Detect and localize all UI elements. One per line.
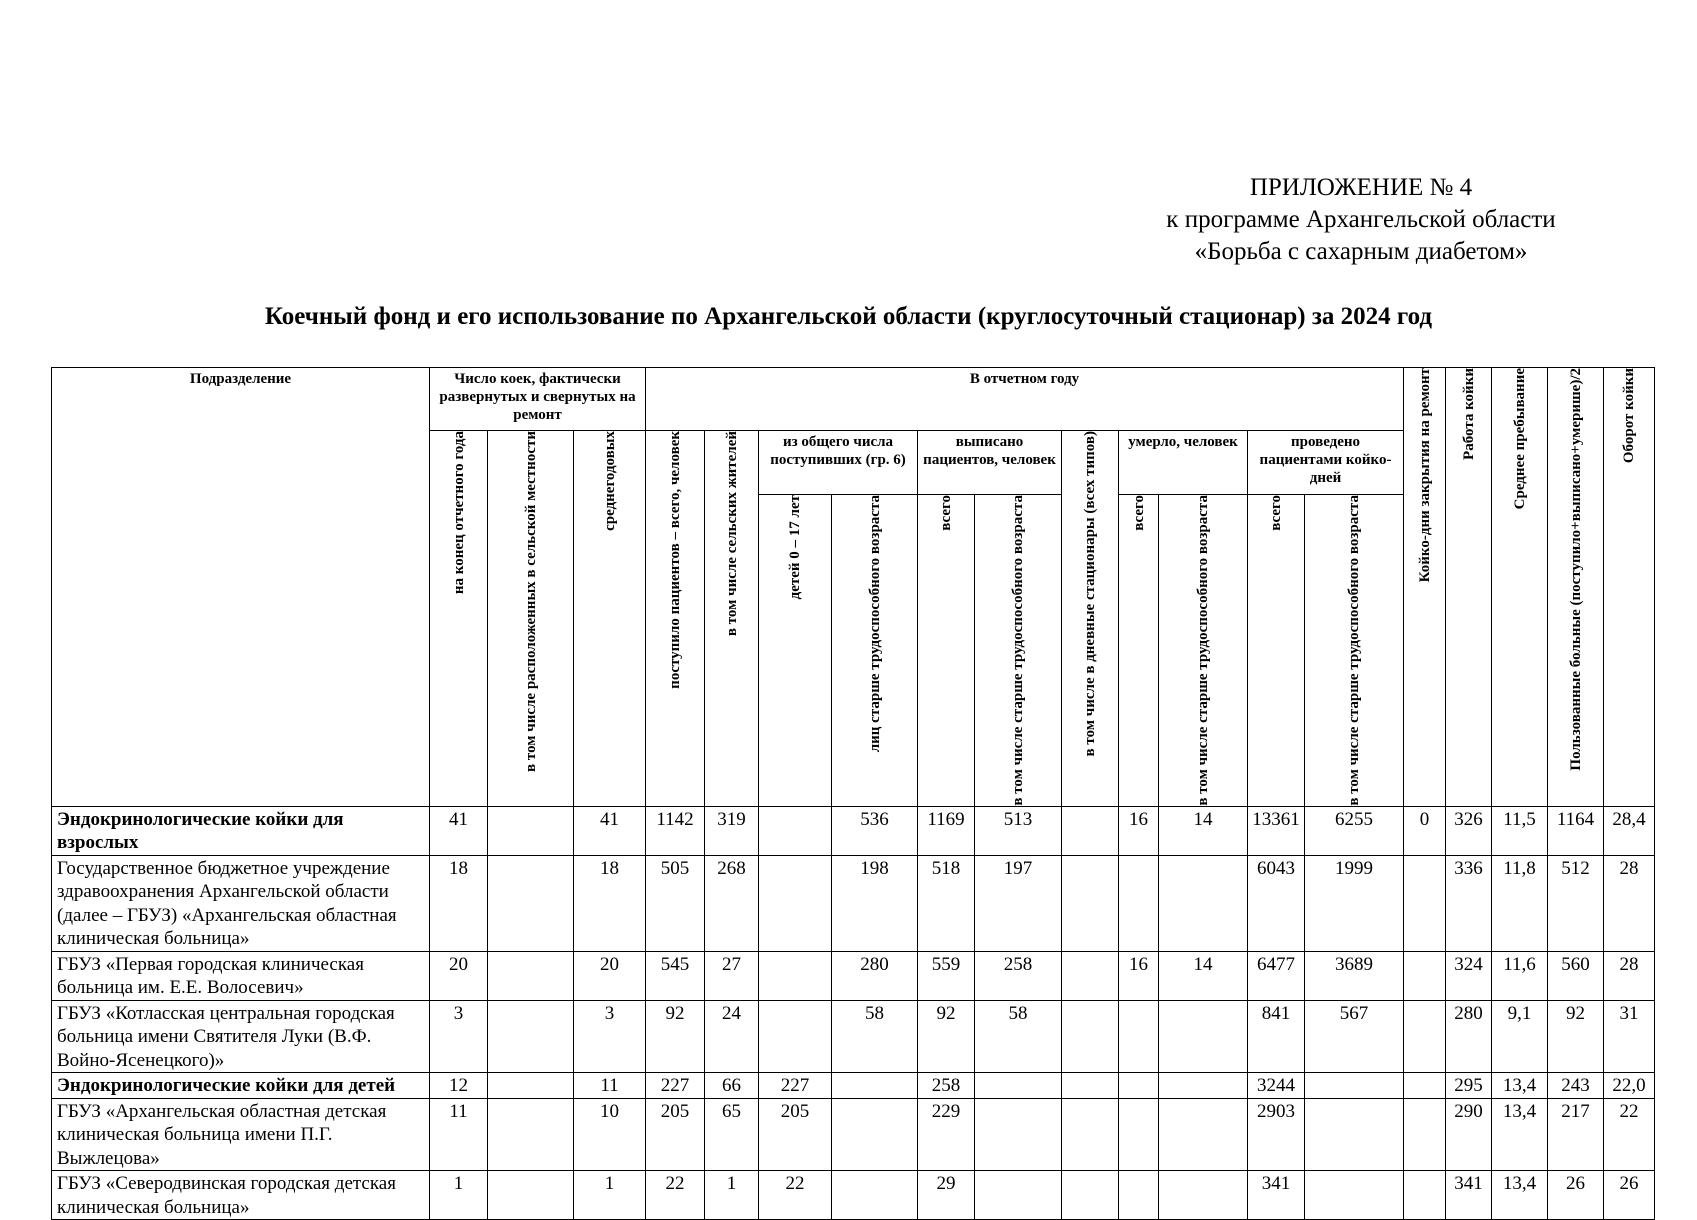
table-cell [975,1098,1062,1171]
row-division-name: ГБУЗ «Котласская центральная городская больница имени Святителя Луки (В.Ф. Войно-Ясенецкого)» [52,1000,430,1073]
table-cell: 268 [705,855,759,951]
table-cell: 197 [975,855,1062,951]
table-cell [1305,1073,1404,1099]
table-cell: 536 [832,806,918,855]
header-discharged-elderly: в том числе старше трудоспособного возраста [975,495,1062,807]
table-cell: 319 [705,806,759,855]
header-beddays-total: всего [1248,495,1305,807]
header-beds-group: Число коек, фактически развернутых и свернутых на ремонт [430,368,646,431]
header-repair-days: Койко-дни закрытия на ремонт [1404,368,1446,807]
table-cell [759,806,832,855]
bed-fund-table [51,367,1655,1220]
table-cell: 1999 [1305,855,1404,951]
header-of-admitted-group: из общего числа поступивших (гр. 6) [759,431,918,495]
table-cell: 13,4 [1492,1073,1548,1099]
table-cell [1062,806,1119,855]
row-division-name: ГБУЗ «Первая городская клиническая больница им. Е.Е. Волосевич» [52,951,430,1000]
table-row [52,1171,1655,1220]
row-division-name: Эндокринологические койки для взрослых [52,806,430,855]
table-cell: 3 [574,1000,646,1073]
table-cell [1062,951,1119,1000]
table-cell [1159,1171,1248,1220]
table-cell: 243 [1548,1073,1604,1099]
table-cell: 11,8 [1492,855,1548,951]
header-beds-end-year: на конец отчетного года [430,431,488,807]
header-bed-work: Работа койки [1446,368,1492,807]
header-elderly: лиц старше трудоспособного возраста [832,495,918,807]
table-cell: 28 [1604,951,1655,1000]
table-cell: 1142 [646,806,705,855]
header-day-hospital: в том числе в дневные стационары (всех типов) [1062,431,1119,807]
appendix-number: ПРИЛОЖЕНИЕ № 4 [1249,174,1473,201]
table-cell: 217 [1548,1098,1604,1171]
table-cell [759,951,832,1000]
table-row-total [52,806,1655,855]
row-division-name: ГБУЗ «Северодвинская городская детская клиническая больница» [52,1171,430,1220]
table-cell [1159,855,1248,951]
table-cell: 3 [430,1000,488,1073]
table-cell [1305,1171,1404,1220]
table-cell: 1 [574,1171,646,1220]
table-row [52,855,1655,951]
table-cell: 9,1 [1492,1000,1548,1073]
table-cell [832,1171,918,1220]
table-cell: 205 [759,1098,832,1171]
table-cell [1404,951,1446,1000]
table-cell: 92 [1548,1000,1604,1073]
table-cell: 0 [1404,806,1446,855]
header-died-group: умерло, человек [1119,431,1248,495]
table-cell: 6255 [1305,806,1404,855]
header-discharged-total: всего [918,495,975,807]
table-cell: 567 [1305,1000,1404,1073]
table-cell: 512 [1548,855,1604,951]
table-cell [1305,1098,1404,1171]
table-cell: 92 [918,1000,975,1073]
table-cell: 280 [1446,1000,1492,1073]
header-beds-avg: среднегодовых [574,431,646,807]
table-cell: 280 [832,951,918,1000]
table-cell: 22,0 [1604,1073,1655,1099]
row-division-name: Государственное бюджетное учреждение здравоохранения Архангельской области (далее – ГБУЗ) «Архангельская областная клиническая больница» [52,855,430,951]
table-cell: 1 [430,1171,488,1220]
table-cell: 326 [1446,806,1492,855]
table-cell [488,951,574,1000]
table-cell: 92 [646,1000,705,1073]
table-cell [1404,1171,1446,1220]
table-cell: 324 [1446,951,1492,1000]
table-cell [1062,855,1119,951]
table-cell: 513 [975,806,1062,855]
table-cell [1404,1073,1446,1099]
header-discharged-group: выписано пациентов, человек [918,431,1062,495]
table-cell: 545 [646,951,705,1000]
table-cell: 560 [1548,951,1604,1000]
table-cell [488,1098,574,1171]
table-cell: 26 [1604,1171,1655,1220]
header-treated: Пользованные больные (поступило+выписано+умерише)/2 [1548,368,1604,807]
table-cell [832,1098,918,1171]
header-beds-rural: в том числе расположенных в сельской местности [488,431,574,807]
table-cell [1062,1098,1119,1171]
table-cell: 31 [1604,1000,1655,1073]
table-cell: 29 [918,1171,975,1220]
table-cell [1404,1000,1446,1073]
table-cell: 22 [1604,1098,1655,1171]
table-cell: 336 [1446,855,1492,951]
table-cell: 258 [918,1073,975,1099]
header-died-elderly: в том числе старше трудоспособного возраста [1159,495,1248,807]
table-cell [1119,1073,1159,1099]
table-cell: 227 [759,1073,832,1099]
table-cell: 6043 [1248,855,1305,951]
table-cell [488,1000,574,1073]
table-cell [1159,1073,1248,1099]
table-cell: 11 [430,1098,488,1171]
table-cell: 65 [705,1098,759,1171]
table-cell: 16 [1119,806,1159,855]
table-cell: 559 [918,951,975,1000]
table-cell: 12 [430,1073,488,1099]
header-died-total: всего [1119,495,1159,807]
table-cell: 18 [430,855,488,951]
table-cell: 290 [1446,1098,1492,1171]
table-cell [488,855,574,951]
table-cell: 518 [918,855,975,951]
header-turnover: Оборот койки [1604,368,1655,807]
table-cell: 24 [705,1000,759,1073]
table-cell: 3689 [1305,951,1404,1000]
header-admitted-rural: в том числе сельских жителей [705,431,759,807]
table-cell [1404,855,1446,951]
table-cell: 295 [1446,1073,1492,1099]
table-cell: 1169 [918,806,975,855]
table-cell [832,1073,918,1099]
table-cell: 58 [832,1000,918,1073]
table-row [52,1000,1655,1073]
header-beddays-elderly: в том числе старше трудоспособного возраста [1305,495,1404,807]
table-cell: 20 [574,951,646,1000]
table-cell: 11,6 [1492,951,1548,1000]
table-cell: 13,4 [1492,1098,1548,1171]
table-cell: 27 [705,951,759,1000]
table-row [52,1098,1655,1171]
table-cell [975,1171,1062,1220]
table-cell: 841 [1248,1000,1305,1073]
appendix-program: к программе Архангельской области [1166,206,1556,233]
table-cell: 22 [646,1171,705,1220]
header-beddays-group: проведено пациентами койко-дней [1248,431,1404,495]
header-children: детей 0 – 17 лет [759,495,832,807]
header-division: Подразделение [52,368,430,807]
table-row-total [52,1073,1655,1099]
table-cell: 20 [430,951,488,1000]
table-cell [1062,1073,1119,1099]
table-cell: 229 [918,1098,975,1171]
document-title: Коечный фонд и его использование по Архангельской области (круглосуточный стационар) за 2024 год [264,303,1433,330]
table-cell: 66 [705,1073,759,1099]
table-cell: 13361 [1248,806,1305,855]
table-cell [759,1000,832,1073]
header-admitted-total: поступило пациентов – всего, человек [646,431,705,807]
table-cell [1062,1171,1119,1220]
table-cell: 13,4 [1492,1171,1548,1220]
table-cell: 28 [1604,855,1655,951]
table-cell: 227 [646,1073,705,1099]
table-cell [1159,1098,1248,1171]
table-cell: 341 [1446,1171,1492,1220]
table-cell [1062,1000,1119,1073]
table-cell [1119,1000,1159,1073]
row-division-name: Эндокринологические койки для детей [52,1073,430,1099]
table-cell: 14 [1159,806,1248,855]
table-cell: 198 [832,855,918,951]
table-cell: 6477 [1248,951,1305,1000]
table-cell: 1 [705,1171,759,1220]
table-cell [975,1073,1062,1099]
table-cell: 16 [1119,951,1159,1000]
table-cell: 11 [574,1073,646,1099]
table-cell [759,855,832,951]
row-division-name: ГБУЗ «Архангельская областная детская клиническая больница имени П.Г. Выжлецова» [52,1098,430,1171]
table-cell [1404,1098,1446,1171]
table-cell: 58 [975,1000,1062,1073]
table-cell: 258 [975,951,1062,1000]
table-cell: 205 [646,1098,705,1171]
table-row [52,951,1655,1000]
table-cell: 341 [1248,1171,1305,1220]
appendix-program-name: «Борьба с сахарным диабетом» [1194,238,1528,265]
table-cell [1119,1098,1159,1171]
header-reporting-year: В отчетном году [646,368,1404,431]
table-cell: 10 [574,1098,646,1171]
table-cell: 1164 [1548,806,1604,855]
table-cell: 11,5 [1492,806,1548,855]
table-body [52,806,1655,1220]
table-cell: 505 [646,855,705,951]
table-cell: 41 [574,806,646,855]
table-cell: 41 [430,806,488,855]
table-cell: 26 [1548,1171,1604,1220]
table-cell [1119,855,1159,951]
table-cell [488,1171,574,1220]
table-cell: 22 [759,1171,832,1220]
table-cell [1159,1000,1248,1073]
table-cell [1119,1171,1159,1220]
table-cell: 2903 [1248,1098,1305,1171]
table-cell: 14 [1159,951,1248,1000]
table-cell: 28,4 [1604,806,1655,855]
table-cell [488,1073,574,1099]
table-cell: 3244 [1248,1073,1305,1099]
appendix-note [1081,172,1641,268]
table-cell [488,806,574,855]
header-avg-stay: Среднее пребывание [1492,368,1548,807]
table-cell: 18 [574,855,646,951]
